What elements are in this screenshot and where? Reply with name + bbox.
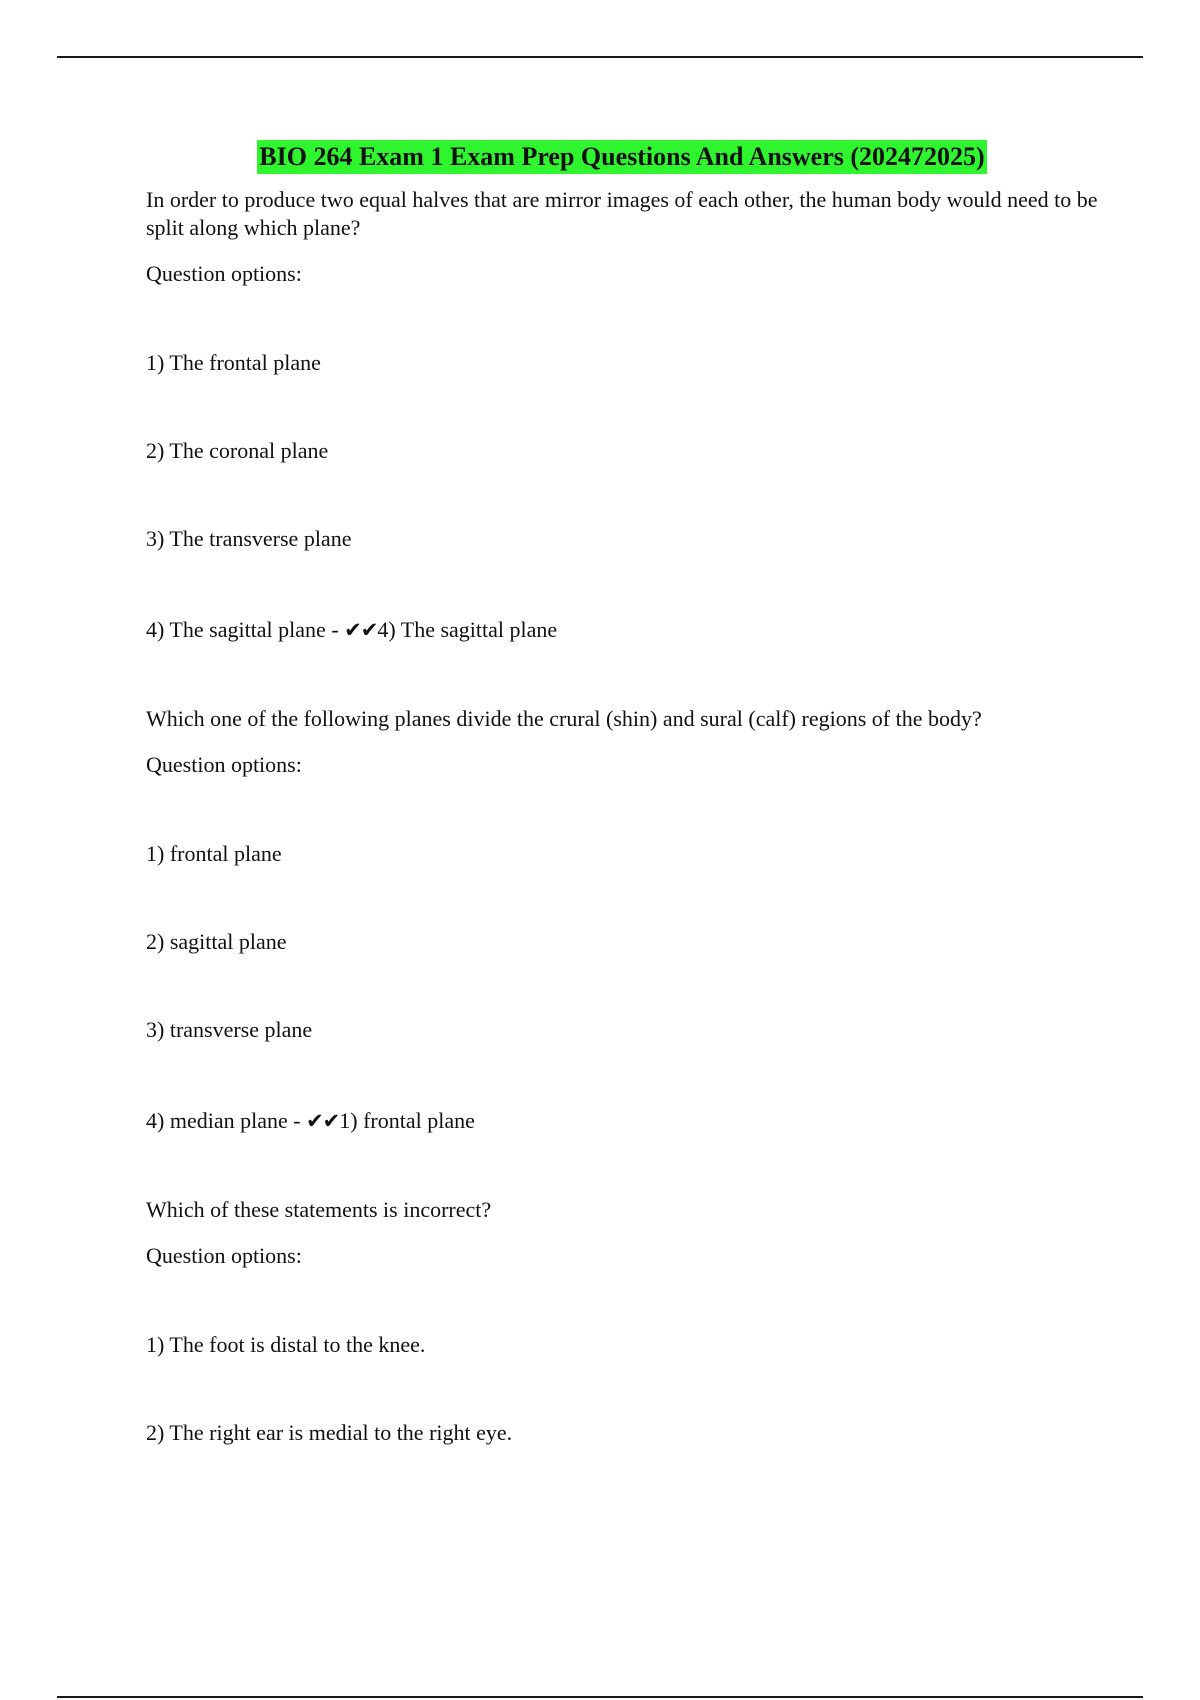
option-text: 4) The sagittal plane - xyxy=(146,617,345,642)
question-block-3 xyxy=(146,1196,1098,1447)
option-item: 1) frontal plane xyxy=(146,841,282,866)
document-title: BIO 264 Exam 1 Exam Prep Questions And Answers (202472025) xyxy=(257,140,986,174)
option-text: 4) median plane - xyxy=(146,1108,307,1133)
page-top-rule xyxy=(57,56,1143,58)
answer-text: 4) The sagittal plane xyxy=(377,617,558,642)
option-item: 3) The transverse plane xyxy=(146,526,352,551)
option-item: 3) transverse plane xyxy=(146,1017,313,1042)
title-row xyxy=(146,140,1098,174)
page-content xyxy=(146,140,1098,1447)
option-item-with-answer xyxy=(146,1107,1098,1135)
check-marks-icon: ✔✔ xyxy=(306,1109,340,1133)
option-item: 1) The frontal plane xyxy=(146,350,321,375)
option-item: 2) The right ear is medial to the right eye. xyxy=(146,1420,513,1445)
page-bottom-rule xyxy=(57,1696,1143,1698)
question-options-label: Question options: xyxy=(146,261,302,286)
check-marks-icon: ✔✔ xyxy=(344,618,378,642)
question-options-label: Question options: xyxy=(146,1243,302,1268)
option-item: 2) The coronal plane xyxy=(146,438,329,463)
question-text: In order to produce two equal halves that are mirror images of each other, the human body would need to be split along which plane? xyxy=(146,187,1098,240)
question-text: Which of these statements is incorrect? xyxy=(146,1197,492,1222)
option-item: 1) The foot is distal to the knee. xyxy=(146,1332,426,1357)
answer-text: 1) frontal plane xyxy=(339,1108,475,1133)
option-item: 2) sagittal plane xyxy=(146,929,287,954)
question-text: Which one of the following planes divide the crural (shin) and sural (calf) regions of the body? xyxy=(146,706,982,731)
question-block-1 xyxy=(146,186,1098,644)
question-options-label: Question options: xyxy=(146,752,302,777)
question-block-2 xyxy=(146,705,1098,1135)
option-item-with-answer xyxy=(146,616,1098,644)
